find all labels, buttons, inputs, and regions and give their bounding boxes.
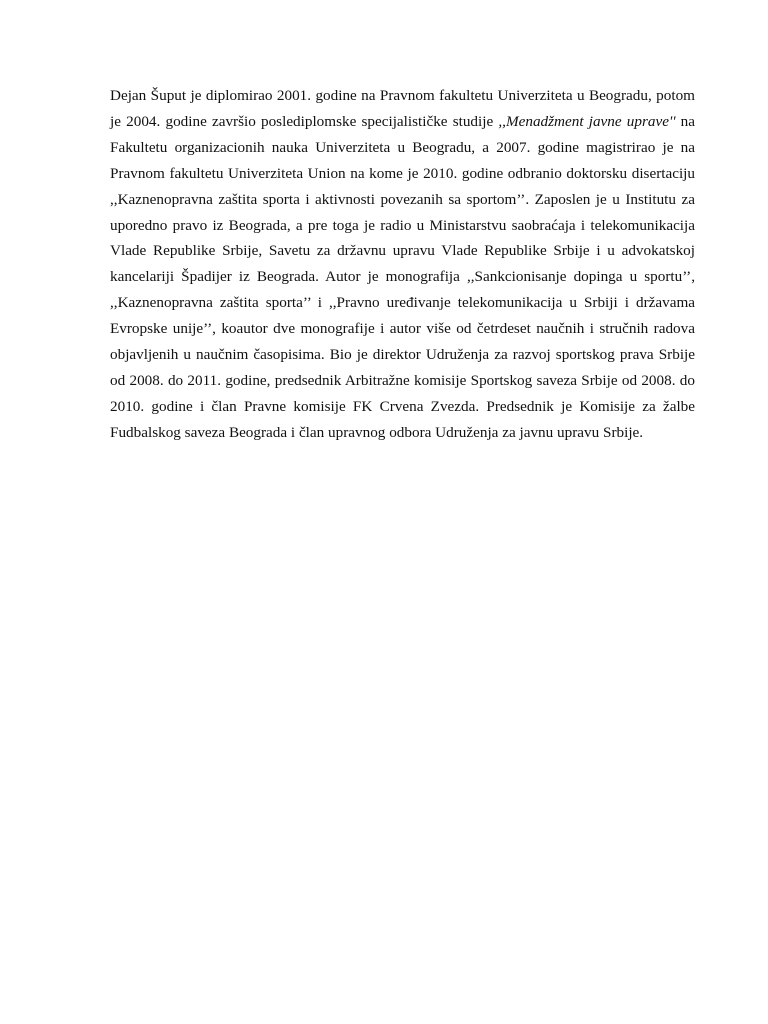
biography-text-part-2: na Fakultetu organizacionih nauka Univerziteta u Beogradu, a 2007. godine magistrirao je na Pravnom fakultetu Univerziteta Union na kome je 2010. godine odbranio doktorsku disertaciju ,,Kaznenopravna zaštita sporta i aktivnosti povezanih sa sportom’’. Zaposlen je u Institutu za uporedno pravo iz Beograda, a pre toga je radio u Ministarstvu saobraćaja i telekomunikacija Vlade Republike Srbije, Savetu za državnu upravu Vlade Republike Srbije i u advokatskoj kancelariji Špadijer iz Beograda. Autor je monografija ,,Sankcionisanje dopinga u sportu’’, ,,Kaznenopravna zaštita sporta’’ i ,,Pravno uređivanje telekomunikacija u Srbiji i državama Evropske unije’’, koautor dve monografije i autor više od četrdeset naučnih i stručnih radova objavljenih u naučnim časopisima. Bio je direktor Udruženja za razvoj sportskog prava Srbije od 2008. do 2011. godine, predsednik Arbitražne komisije Sportskog saveza Srbije od 2008. do 2010. godine i član Pravne komisije FK Crvena Zvezda. Predsednik je Komisije za žalbe Fudbalskog saveza Beograda i član upravnog odbora Udruženja za javnu upravu Srbije. (110, 112, 695, 441)
program-title-italic: ,,Menadžment javne uprave'' (498, 112, 676, 130)
biography-text-part-1: Dejan Šuput je diplomirao 2001. godine na Pravnom fakultetu Univerziteta u Beogradu, potom je 2004. godine završio poslediplomske specijalističke studije (110, 87, 695, 130)
biography-paragraph (110, 83, 695, 446)
